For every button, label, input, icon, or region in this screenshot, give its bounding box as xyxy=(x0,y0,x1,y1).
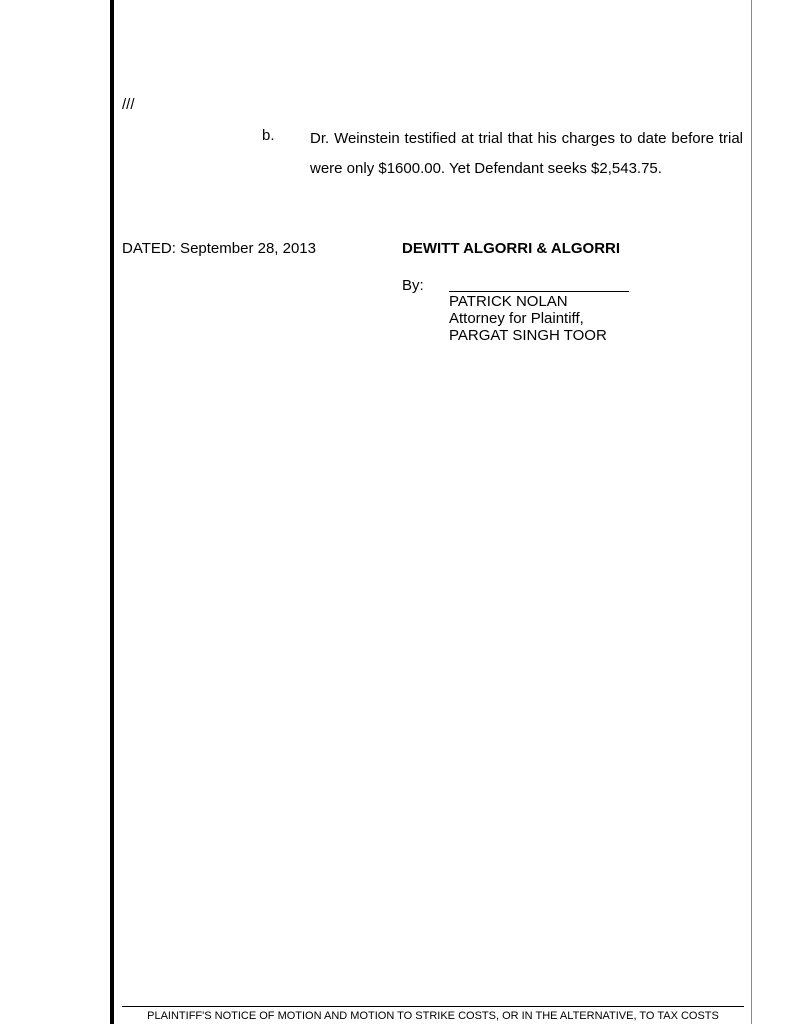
left-margin-rule xyxy=(110,0,114,1024)
right-margin-rule xyxy=(751,0,752,1024)
signature-line xyxy=(449,274,629,292)
footer-rule xyxy=(122,1006,744,1007)
dated-line: DATED: September 28, 2013 xyxy=(122,240,316,257)
attorney-title: Attorney for Plaintiff, xyxy=(449,310,584,327)
continuation-mark: /// xyxy=(122,96,135,113)
footer-title: PLAINTIFF'S NOTICE OF MOTION AND MOTION TO STRIKE COSTS, OR IN THE ALTERNATIVE, TO TAX COSTS xyxy=(147,1010,719,1022)
signature-block xyxy=(449,293,607,344)
item-letter: b. xyxy=(262,127,275,144)
by-label: By: xyxy=(402,277,424,294)
attorney-name: PATRICK NOLAN xyxy=(449,293,568,310)
firm-name: DEWITT ALGORRI & ALGORRI xyxy=(402,240,621,257)
client-name: PARGAT SINGH TOOR xyxy=(449,327,607,344)
item-paragraph: Dr. Weinstein testified at trial that his charges to date before trial were only $1600.00. Yet Defendant seeks $2,543.75. xyxy=(310,130,743,177)
